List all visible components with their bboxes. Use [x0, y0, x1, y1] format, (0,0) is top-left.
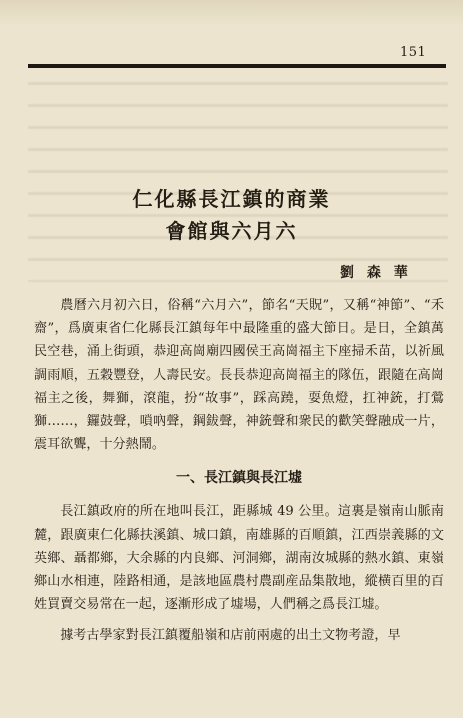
paragraph: 農曆六月初六日，俗稱“六月六”，節名“天貺”，又稱“神節”、“禾齋”，爲廣東省仁化縣長江鎮每年中最隆重的盛大節日。是日，全鎮萬民空巷，涌上街頭，恭迎高崗廟四國侯王高崗福主下座掃禾苗，以祈風調雨順，五穀豐登，人壽民安。長長恭迎高崗福主的隊伍，跟隨在高崗福主之後，舞獅，滾龍，扮“故事”，踩高蹺，耍魚燈，扛神銃，打鶯獅……，鑼鼓聲，嗩吶聲，鋼鈸聲，神銃聲和衆民的歡笑聲融成一片，震耳欲聾，十分熱鬧。: [34, 298, 444, 453]
page-top-edge: [0, 0, 463, 26]
article-title-line2: 會館與六月六: [165, 219, 298, 243]
section-heading: 一、長江鎮與長江墟: [176, 470, 302, 487]
article-body: [34, 294, 444, 648]
author-name: 劉 森 華: [340, 265, 412, 281]
bleed-through-text: [28, 72, 448, 282]
paragraph: 據考古學家對長江鎮覆船嶺和店前兩處的出土文物考證，早: [60, 628, 401, 644]
article-title-line1: 仁化縣長江鎮的商業: [132, 187, 331, 211]
header-rule: [28, 64, 446, 68]
paragraph: 長江鎮政府的所在地叫長江，距縣城 49 公里。這裏是嶺南山脈南麓，跟廣東仁化縣扶溪鎮、城口鎮，南雄縣的百順鎮，江西崇義縣的文英鄉、聶都鄉，大余縣的内良鄉、河洞鄉，湖南汝城縣的熱水鎮、東嶺鄉山水相連，陸路相通，是該地區農村農副産品集散地，縱横百里的百姓買賣交易常在一起，逐漸形成了墟場，人們稱之爲長江墟。: [34, 504, 444, 613]
page-number: 151: [400, 45, 427, 60]
